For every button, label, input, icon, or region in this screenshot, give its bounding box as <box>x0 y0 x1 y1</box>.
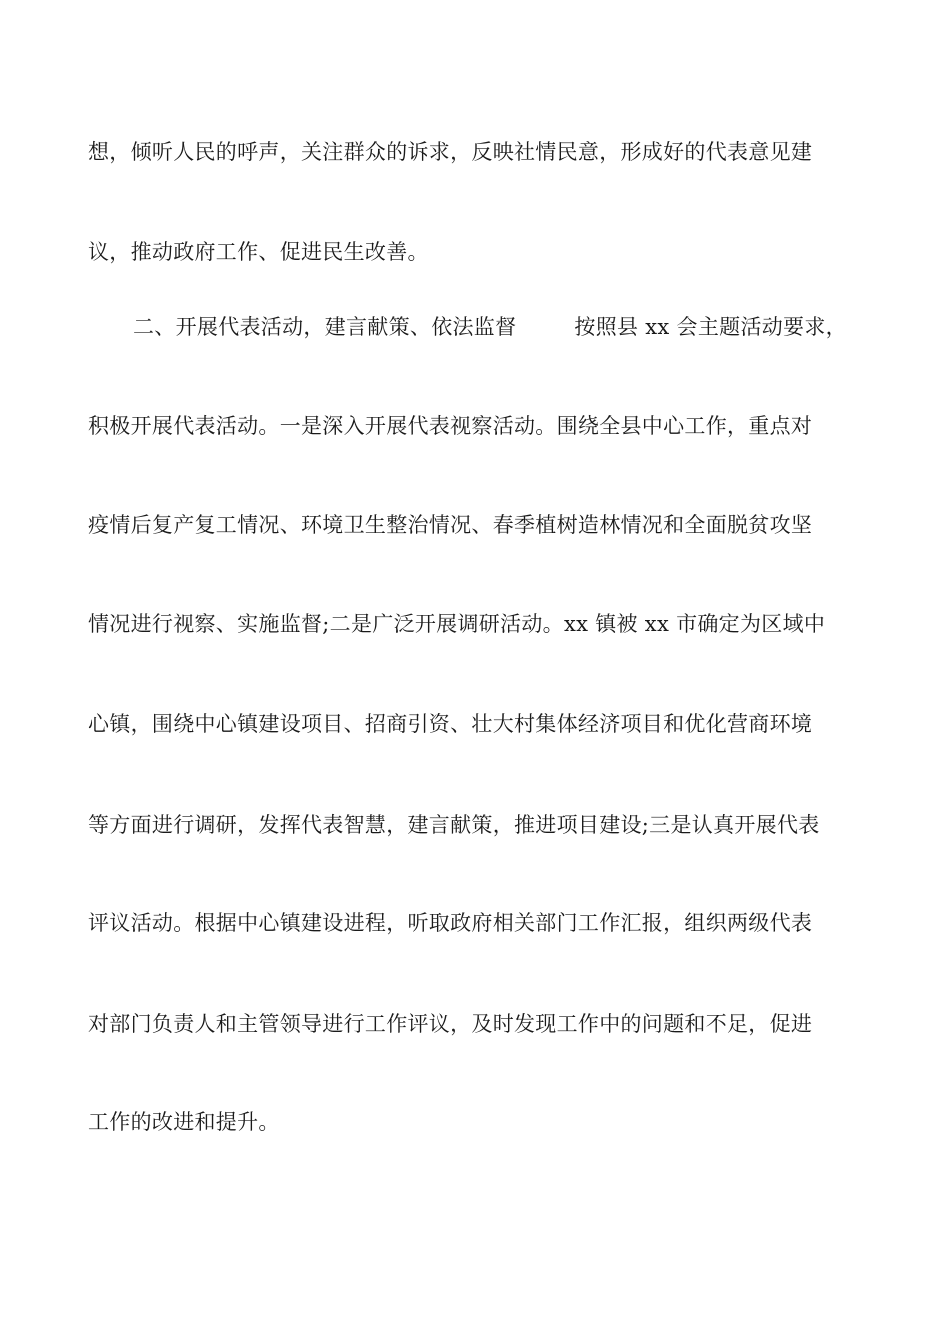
text-line-6: 情况进行视察、实施监督;二是广泛开展调研活动。xx 镇被 xx 市确定为区域中 <box>88 612 826 636</box>
text-line-7: 心镇，围绕中心镇建设项目、招商引资、壮大村集体经济项目和优化营商环境 <box>88 712 813 736</box>
text-line-2: 议，推动政府工作、促进民生改善。 <box>88 240 429 264</box>
section-heading: 二、开展代表活动，建言献策、依法监督 <box>133 315 517 339</box>
text-line-9: 评议活动。根据中心镇建设进程，听取政府相关部门工作汇报，组织两级代表 <box>88 911 813 935</box>
text-line-8: 等方面进行调研，发挥代表智慧，建言献策，推进项目建设;三是认真开展代表 <box>88 813 820 837</box>
section-heading-line <box>133 312 913 342</box>
text-line-4: 积极开展代表活动。一是深入开展代表视察活动。围绕全县中心工作，重点对 <box>88 414 813 438</box>
text-line-1: 想，倾听人民的呼声，关注群众的诉求，反映社情民意，形成好的代表意见建 <box>88 140 813 164</box>
text-line-10: 对部门负责人和主管领导进行工作评议，及时发现工作中的问题和不足，促进 <box>88 1012 813 1036</box>
text-line-5: 疫情后复产复工情况、环境卫生整治情况、春季植树造林情况和全面脱贫攻坚 <box>88 513 813 537</box>
section-lead-text: 按照县 xx 会主题活动要求， <box>574 315 847 339</box>
text-line-11: 工作的改进和提升。 <box>88 1110 280 1134</box>
